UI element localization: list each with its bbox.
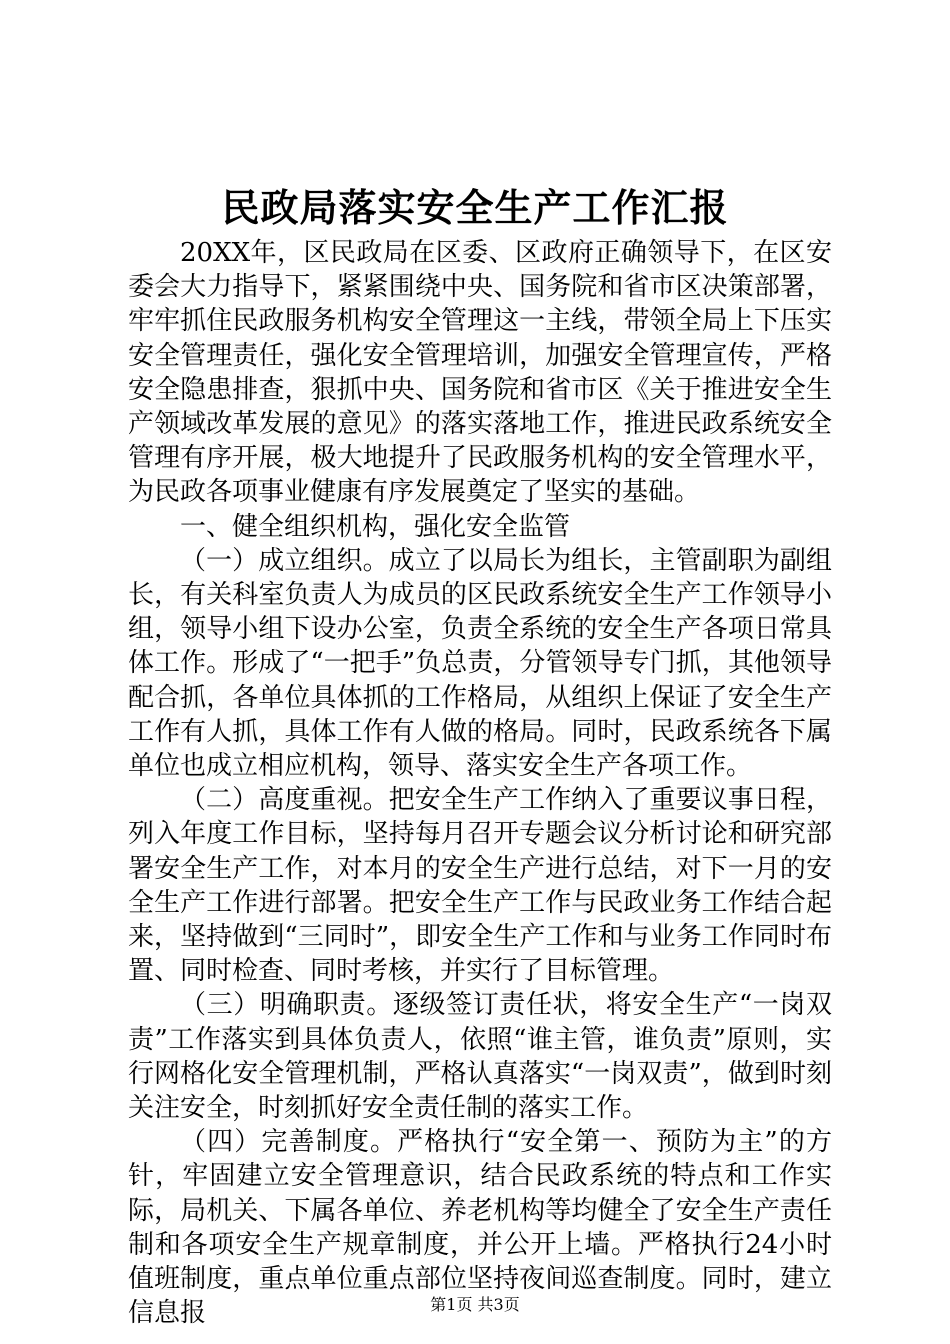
page-footer: 第1页 共3页 <box>430 1295 520 1314</box>
paragraph-item-2: （二）高度重视。把安全生产工作纳入了重要议事日程，列入年度工作目标，坚持每月召开专题会议分析讨论和研究部署安全生产工作，对本月的安全生产进行总结，对下一月的安全生产工作进行部署。把安全生产工作与民政业务工作结合起来，坚持做到“三同时”，即安全生产工作和与业务工作同时布置、同时检查、同时考核，并实行了目标管理。 <box>128 785 832 987</box>
section-heading-1: 一、健全组织机构，强化安全监管 <box>180 511 571 542</box>
document-body <box>128 236 832 1331</box>
paragraph-item-3: （三）明确职责。逐级签订责任状，将安全生产“一岗双责”工作落实到具体负责人，依照“谁主管，谁负责”原则，实行网格化安全管理机制，严格认真落实“一岗双责”，做到时刻关注安全，时刻抓好安全责任制的落实工作。 <box>128 990 832 1124</box>
document-title: 民政局落实安全生产工作汇报 <box>221 185 729 230</box>
paragraph-item-4: （四）完善制度。严格执行“安全第一、预防为主”的方针，牢固建立安全管理意识，结合民政系统的特点和工作实际，局机关、下属各单位、养老机构等均健全了安全生产责任制和各项安全生产规章制度，并公开上墙。严格执行24小时值班制度，重点单位重点部位坚持夜间巡查制度。同时，建立信息报 <box>128 1127 832 1329</box>
paragraph-item-1: （一）成立组织。成立了以局长为组长，主管副职为副组长，有关科室负责人为成员的区民政系统安全生产工作领导小组，领导小组下设办公室，负责全系统的安全生产各项日常具体工作。形成了“一把手”负总责，分管领导专门抓，其他领导配合抓，各单位具体抓的工作格局，从组织上保证了安全生产工作有人抓，具体工作有人做的格局。同时，民政系统各下属单位也成立相应机构，领导、落实安全生产各项工作。 <box>128 545 832 782</box>
paragraph-intro: 20XX年，区民政局在区委、区政府正确领导下，在区安委会大力指导下，紧紧围绕中央、国务院和省市区决策部署，牢牢抓住民政服务机构安全管理这一主线，带领全局上下压实安全管理责任，强化安全管理培训，加强安全管理宣传，严格安全隐患排查，狠抓中央、国务院和省市区《关于推进安全生产领域改革发展的意见》的落实落地工作，推进民政系统安全管理有序开展，极大地提升了民政服务机构的安全管理水平，为民政各项事业健康有序发展奠定了坚实的基础。 <box>128 238 832 508</box>
